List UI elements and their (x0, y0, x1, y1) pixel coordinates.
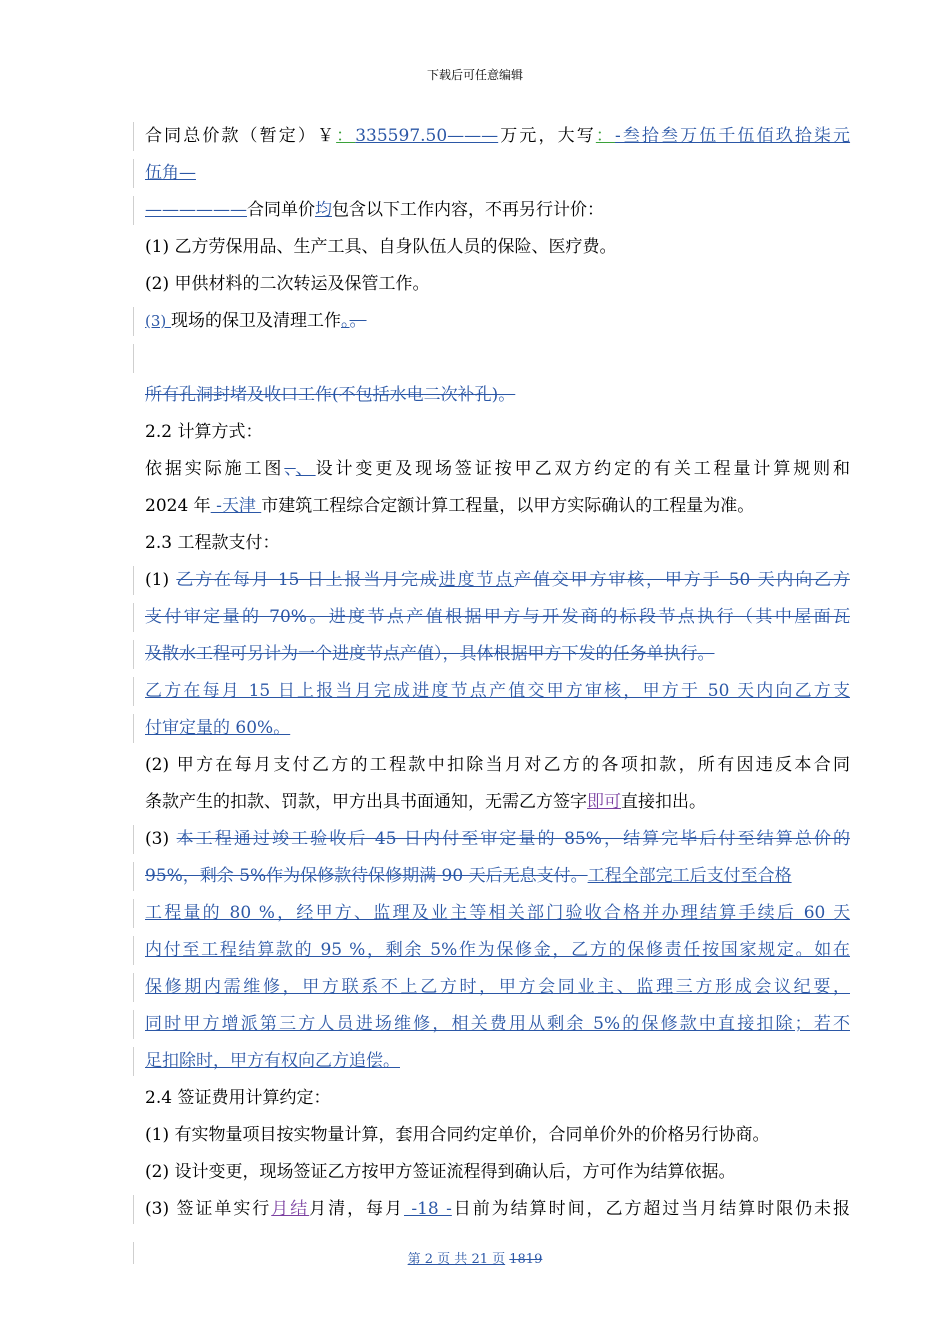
text-run: 直接扣出。 (621, 792, 706, 812)
text-run: 合同总价款（暂定）￥ (145, 126, 337, 146)
text-run: (2) 甲供材料的二次转运及保管工作。 (145, 274, 430, 294)
text-line (145, 710, 850, 747)
text-line (145, 599, 850, 636)
text-line (145, 1006, 850, 1043)
deleted-page-number: 1819 (509, 1252, 543, 1267)
inserted-text: 工程量的 80 %，经甲方、监理及业主等相关部门验收合格并办理结算手续后 60 天 (145, 903, 850, 923)
inserted-text: 、 (295, 459, 316, 479)
text-line (145, 636, 850, 673)
text-run: (1) 有实物量项目按实物量计算，套用合同约定单价，合同单价外的价格另行协商。 (145, 1125, 770, 1145)
text-line (145, 1080, 850, 1117)
text-run: (1) (145, 570, 177, 590)
inserted-text: 335597.50——— (355, 126, 499, 146)
inserted-text: -叁拾叁万伍千伍佰玖拾柒元 (614, 126, 851, 146)
deleted-text: 本工程通过竣工验收后 45 日内付至审定量的 85%，结算完毕后付至结算总价的 (176, 829, 850, 849)
text-run: 合同单价 (247, 200, 315, 220)
deleted-text: 乙方在每月 15 日上报当月完成 (176, 570, 439, 590)
page-header: 下载后可任意编辑 (426, 68, 523, 82)
text-line (145, 488, 850, 525)
text-run: 2.4 签证费用计算约定： (145, 1088, 331, 1108)
deleted-text: 、 (284, 459, 296, 479)
deleted-text: 产值交甲方审核，甲方于 50 天内向乙方 (514, 570, 850, 590)
text-run: 日前为结算时间，乙方超过当月结算时限仍未报 (451, 1199, 851, 1219)
inserted-text: 伍角— (145, 163, 196, 183)
text-line (145, 1154, 850, 1191)
text-run: 2.3 工程款支付： (145, 533, 280, 553)
inserted-text: 月结 (271, 1199, 310, 1219)
text-line (145, 969, 850, 1006)
inserted-text: 足扣除时，甲方有权向乙方追偿。 (145, 1051, 400, 1071)
inserted-text: -天津 (210, 496, 262, 516)
text-line (145, 303, 850, 340)
inserted-text: 工程全部完工后支付至合格 (587, 866, 792, 886)
text-line (145, 340, 850, 377)
text-run: (3) (145, 829, 177, 849)
deleted-text: 。 (349, 311, 367, 331)
deleted-text: 95%，剩余 5%作为保修款待保修期满 90 天后无息支付。 (145, 866, 588, 886)
page-footer (0, 1248, 950, 1267)
inserted-text: 即可 (587, 792, 621, 812)
text-line (145, 932, 850, 969)
text-line (145, 192, 850, 229)
text-line (145, 229, 850, 266)
text-line (145, 747, 850, 784)
text-line (145, 1191, 850, 1228)
text-line (145, 562, 850, 599)
inserted-text: 。 (341, 311, 350, 331)
deleted-text: 及散水工程可另计为一个进度节点产值），具体根据甲方下发的任务单执行。 (145, 644, 715, 664)
text-line (145, 414, 850, 451)
page-number: 第 2 页 共 21 页 (407, 1252, 506, 1267)
inserted-text: 乙方在每月 15 日上报当月完成进度节点产值交甲方审核，甲方于 50 天内向乙方支 (145, 681, 850, 701)
text-line (145, 895, 850, 932)
text-run: 条款产生的扣款、罚款，甲方出具书面通知，无需乙方签字 (145, 792, 587, 812)
text-line (145, 1117, 850, 1154)
text-line (145, 821, 850, 858)
inserted-text: 内付至工程结算款的 95 %，剩余 5%作为保修金，乙方的保修责任按国家规定。如在 (145, 940, 850, 960)
inserted-text: 进度节点 (438, 570, 515, 590)
text-line (145, 266, 850, 303)
inserted-text: ： (336, 126, 356, 146)
text-run: 依据实际施工图 (145, 459, 285, 479)
text-line (145, 118, 850, 155)
inserted-text: 保修期内需维修，甲方联系不上乙方时，甲方会同业主、监理三方形成会议纪要， (145, 977, 850, 997)
inserted-text: 付审定量的 60%。 (145, 718, 291, 738)
text-line (145, 858, 850, 895)
inserted-text: -18 - (403, 1199, 452, 1219)
text-line (145, 451, 850, 488)
inserted-text: (3) (145, 312, 172, 330)
change-bar (133, 1242, 134, 1264)
text-line (145, 1043, 850, 1080)
inserted-text: 同时甲方增派第三方人员进场维修，相关费用从剩余 5%的保修款中直接扣除；若不 (145, 1014, 850, 1034)
document-body (145, 118, 850, 1228)
text-run: 设计变更及现场签证按甲乙双方约定的有关工程量计算规则和 (315, 459, 851, 479)
text-line (145, 525, 850, 562)
inserted-text: —————— (145, 200, 247, 220)
text-line (145, 155, 850, 192)
deleted-text: 支付审定量的 70%。进度节点产值根据甲方与开发商的标段节点执行（其中屋面瓦 (145, 607, 850, 627)
text-run: (2) 甲方在每月支付乙方的工程款中扣除当月对乙方的各项扣款，所有因违反本合同 (145, 755, 850, 775)
text-run: 月清，每月 (309, 1199, 404, 1219)
text-run: 市建筑工程综合定额计算工程量，以甲方实际确认的工程量为准。 (261, 496, 755, 516)
text-run: 2.2 计算方式： (145, 422, 263, 442)
text-run: (3) 签证单实行 (145, 1199, 272, 1219)
text-run: (1) 乙方劳保用品、生产工具、自身队伍人员的保险、医疗费。 (145, 237, 617, 257)
text-run: 2024 年 (145, 496, 211, 516)
text-run: 现场的保卫及清理工作 (171, 311, 342, 331)
text-line (145, 784, 850, 821)
inserted-text: 均 (315, 200, 332, 220)
text-line (145, 673, 850, 710)
deleted-text: 所有孔洞封堵及收口工作(不包括水电二次补孔)。 (145, 385, 516, 405)
inserted-text: ： (595, 126, 615, 146)
text-run: (2) 设计变更，现场签证乙方按甲方签证流程得到确认后，方可作为结算依据。 (145, 1162, 736, 1182)
text-run: 万元，大写 (498, 126, 596, 146)
text-run: 包含以下工作内容，不再另行计价： (332, 200, 604, 220)
text-line (145, 377, 850, 414)
